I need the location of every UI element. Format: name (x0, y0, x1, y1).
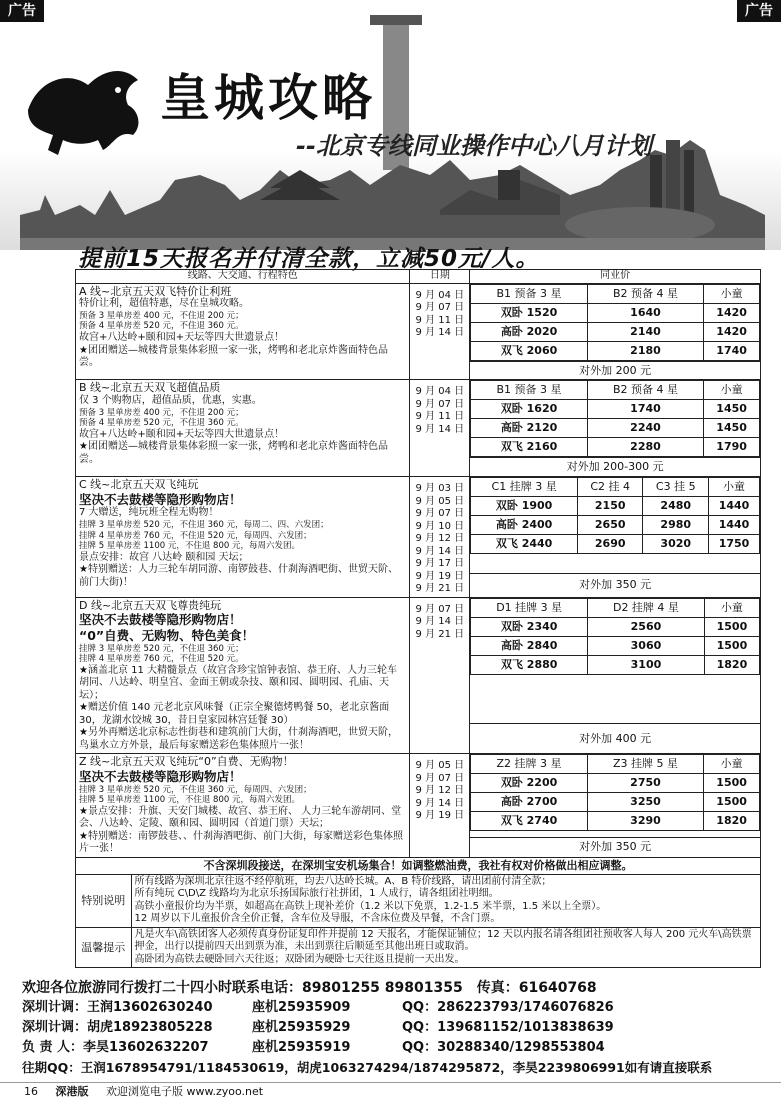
price-value: 1750 (709, 535, 760, 554)
special-note-row (76, 874, 761, 927)
surcharge-note: 对外加 350 元 (470, 574, 761, 597)
route-description (76, 754, 410, 858)
departure-date: 9 月 07 日 (415, 772, 465, 784)
departure-date: 9 月 14 日 (415, 423, 465, 435)
website-link[interactable]: 欢迎浏览电子版 www.zyoo.net (106, 1085, 264, 1098)
price-value: 双飞 2060 (471, 341, 587, 360)
qilin-logo-icon (18, 50, 158, 160)
price-value: 2280 (587, 438, 703, 457)
route-detail-line: 故宫+八达岭+颐和园+天坛等四大世遗景点！ (79, 332, 285, 343)
contact-field: 负 责 人：李昊13602632207 (22, 1040, 209, 1055)
route-detail-line: 挂牌 4 星单房差 760 元，不住退 520 元。 (79, 654, 244, 665)
price-column-label: 小童 (704, 755, 760, 774)
price-value: 双飞 2880 (471, 655, 588, 674)
departure-date: 9 月 07 日 (415, 302, 465, 313)
price-value: 1820 (704, 812, 760, 831)
price-row (471, 535, 760, 554)
price-row (471, 303, 760, 322)
price-value: 1420 (704, 322, 760, 341)
price-value: 1440 (709, 497, 760, 516)
route-highlight: 坚决不去鼓楼等隐形购物店！ (79, 612, 242, 628)
price-column-label: B1 预备 3 星 (471, 381, 587, 400)
contact-field: 座机25935909 (252, 1000, 351, 1015)
departure-date: 9 月 14 日 (415, 545, 465, 557)
price-value: 1450 (704, 400, 760, 419)
departure-date: 9 月 14 日 (415, 616, 465, 627)
price-value: 2980 (643, 516, 709, 535)
route-row (76, 754, 761, 838)
route-highlight: 坚决不去鼓楼等隐形购物店！ (79, 769, 242, 784)
price-value: 2240 (587, 419, 703, 438)
price-grid (470, 754, 760, 831)
price-column-label: 小童 (704, 284, 760, 303)
contact-row (22, 1018, 767, 1038)
price-value: 双卧 1900 (471, 497, 578, 516)
departure-date: 9 月 17 日 (415, 558, 465, 569)
reminder-note-line: 高卧团为高铁去硬卧回六天往返；双卧团为硬卧七天往返且提前一天出发。 (134, 953, 465, 965)
header-banner (0, 0, 781, 272)
price-value: 2140 (587, 322, 703, 341)
header-route: 线路、大交通、行程特色 (76, 270, 410, 284)
reminder-note-line: 凡是火车\高铁团客人必须传真身份证复印件并提前 12 天报名，才能保证铺位；12 天以内报名请各组团社预收客人每人 200 元火车\高铁票押金，出行以提前四天出到票为准，未出到票往后顺延至其他出班日或取消。 (134, 928, 752, 953)
price-value: 2150 (577, 497, 643, 516)
route-detail-line: 挂牌 3 星单房差 520 元，不住退 360 元，每周四、六发团； (79, 784, 312, 795)
ad-label-left: 广告 (0, 0, 44, 22)
route-detail-line: 预备 4 星单房差 520 元，不住退 360 元。 (79, 321, 244, 332)
departure-date: 9 月 05 日 (415, 760, 465, 772)
contact-block (22, 978, 767, 1078)
departure-date: 9 月 04 日 (415, 386, 465, 398)
price-grid-header (471, 284, 760, 303)
route-detail-line: ★特别赠送：南锣鼓巷、、什刹海酒吧街、前门大街，每家赠送彩色集体照片一张！ (79, 830, 403, 855)
route-detail-line: 预备 3 星单房差 400 元，不住退 200 元； (79, 407, 244, 418)
special-note-label: 特别说明 (76, 875, 131, 927)
page-footer (0, 1082, 781, 1100)
price-value: 1500 (704, 636, 759, 655)
departure-date: 9 月 21 日 (415, 628, 465, 640)
departure-date: 9 月 11 日 (415, 314, 465, 326)
route-dates (410, 477, 470, 598)
price-value: 高卧 2840 (471, 636, 588, 655)
departure-date: 9 月 21 日 (415, 583, 465, 594)
route-highlight: “0”自费、无购物、特色美食！ (79, 627, 255, 643)
route-dates (410, 283, 470, 380)
route-name: D 线~北京五天双飞尊贵纯玩 (79, 598, 222, 612)
departure-date: 9 月 10 日 (415, 520, 465, 532)
price-grid (470, 598, 760, 675)
surcharge-note: 对外加 200 元 (470, 361, 761, 380)
price-value: 高卧 2020 (471, 322, 587, 341)
route-detail-line: ★团团赠送—城楼背景集体彩照一家一张，烤鸭和老北京炸酱面特色品尝。 (79, 344, 388, 368)
price-column-label: 小童 (704, 381, 760, 400)
route-detail-line: 仅 3 个购物店，超值品质，优惠，实惠。 (79, 395, 262, 406)
route-detail-line: 挂牌 3 星单房差 520 元，不住退 360 元，每周二、四、六发团； (79, 519, 329, 530)
price-value: 1500 (704, 793, 760, 812)
price-row (471, 400, 760, 419)
route-description (76, 380, 410, 477)
contact-field: QQ：30288340/1298553804 (402, 1040, 605, 1055)
price-row (471, 774, 760, 793)
special-note-line: 高铁小童报价均为半票，如超高在高铁上现补差价（1.2 米以下免票，1.2-1.5 米半票，1.5 米以上全票）。 (134, 900, 607, 912)
price-row (471, 617, 760, 636)
price-value: 高卧 2400 (471, 516, 578, 535)
header-price: 同业价 (470, 270, 761, 284)
price-value: 双飞 2440 (471, 535, 578, 554)
price-column-label: Z2 挂牌 3 星 (471, 755, 587, 774)
promo-banner: 提前15天报名并付清全款，立减50元/人。 (78, 246, 540, 272)
route-detail-line: ★团团赠送—城楼背景集体彩照一家一张，烤鸭和老北京炸酱面特色品尝。 (79, 441, 388, 465)
price-value: 双卧 2340 (471, 617, 588, 636)
price-row (471, 419, 760, 438)
route-row (76, 283, 761, 361)
route-price-cell (470, 597, 761, 723)
departure-date: 9 月 19 日 (415, 570, 465, 582)
price-value: 高卧 2700 (471, 793, 587, 812)
route-detail-line: 景点安排：故宫 八达岭 颐和园 天坛； (79, 551, 249, 563)
price-value: 2650 (577, 516, 643, 535)
price-grid-header (471, 598, 760, 617)
route-detail-line: 挂牌 4 星单房差 760 元，不住退 520 元，每周四、六发团； (79, 530, 312, 541)
contact-field: QQ：286223793/1746076826 (402, 1000, 614, 1015)
price-value: 双飞 2740 (471, 812, 587, 831)
notice-text: 不含深圳段接送，在深圳宝安机场集合！如调整燃油费，我社有权对价格做出相应调整。 (76, 857, 761, 874)
departure-date: 9 月 12 日 (415, 533, 465, 544)
price-value: 1420 (704, 303, 760, 322)
price-row (471, 322, 760, 341)
route-name: A 线~北京五天双飞特价让利班 (79, 284, 232, 298)
price-grid (470, 380, 760, 457)
reminder-note-row (76, 927, 761, 968)
route-detail-line: 预备 3 星单房差 400 元，不住退 200 元； (79, 310, 244, 321)
route-detail-line: 7 大赠送，纯玩班全程无购物！ (79, 507, 219, 519)
edition-label: 深港版 (55, 1085, 89, 1098)
contact-field: 座机25935919 (252, 1040, 351, 1055)
fax-number: 传真：61640768 (476, 980, 597, 996)
departure-date: 9 月 03 日 (415, 483, 465, 494)
brand-title: 皇城攻略 (160, 69, 376, 127)
route-detail-line: 挂牌 5 星单房差 1100 元，不住退 800 元，每周六发团。 (79, 541, 300, 552)
route-detail-line: 特价让利，超值特惠，尽在皇城攻略。 (79, 298, 249, 310)
price-column-label: 小童 (704, 598, 759, 617)
price-column-label: C1 挂牌 3 星 (471, 478, 578, 497)
price-grid (470, 284, 760, 361)
price-value: 1440 (709, 516, 760, 535)
contact-field: QQ：139681152/1013838639 (402, 1020, 614, 1035)
price-value: 3020 (643, 535, 709, 554)
route-highlight: 坚决不去鼓楼等隐形购物店！ (79, 491, 242, 507)
price-row (471, 636, 760, 655)
table-header-row (76, 270, 761, 284)
price-column-label: D2 挂牌 4 星 (588, 598, 705, 617)
price-value: 高卧 2120 (471, 419, 587, 438)
price-grid-header (471, 381, 760, 400)
departure-date: 9 月 04 日 (415, 289, 465, 301)
route-row (76, 380, 761, 458)
price-value: 1640 (587, 303, 703, 322)
route-dates (410, 597, 470, 754)
route-name: Z 线~北京五天双飞纯玩“0”自费、无购物！ (79, 755, 294, 769)
contact-row (22, 1038, 767, 1058)
price-value: 2180 (587, 341, 703, 360)
route-row (76, 597, 761, 723)
price-column-label: Z3 挂牌 5 星 (587, 755, 703, 774)
route-price-table (75, 269, 761, 968)
route-name: B 线~北京五天双飞超值品质 (79, 381, 221, 395)
route-detail-line: 挂牌 3 星单房差 520 元，不住退 360 元； (79, 643, 244, 654)
special-note (76, 874, 761, 927)
contact-field: 深圳计调：胡虎18923805228 (22, 1020, 213, 1035)
price-column-label: 小童 (709, 478, 760, 497)
price-row (471, 516, 760, 535)
price-value: 双卧 1520 (471, 303, 587, 322)
special-note-line: 所有纯玩 C\D\Z 线路均为北京乐扬国际旅行社拼团，1 人成行，请各组团社明细。 (134, 888, 499, 900)
route-detail-line: 预备 4 星单房差 520 元，不住退 360 元。 (79, 418, 244, 429)
special-note-line: 12 周岁以下儿童报价含全价正餐，含车位及导服，不含床位费及早餐，不含门票。 (134, 913, 501, 925)
special-note-body (131, 875, 760, 927)
surcharge-note: 对外加 350 元 (470, 837, 761, 857)
price-value: 3100 (588, 655, 705, 674)
departure-date: 9 月 11 日 (415, 411, 465, 423)
price-value: 1740 (587, 400, 703, 419)
price-value: 双飞 2160 (471, 438, 587, 457)
notice-row (76, 857, 761, 874)
contact-row (22, 998, 767, 1018)
price-column-label: B1 预备 3 星 (471, 284, 587, 303)
contact-field: 深圳计调：王润13602630240 (22, 1000, 213, 1015)
price-value: 1820 (704, 655, 759, 674)
header-date: 日期 (410, 270, 470, 284)
route-price-cell (470, 283, 761, 361)
price-column-label: D1 挂牌 3 星 (471, 598, 588, 617)
price-value: 1740 (704, 341, 760, 360)
price-value: 1450 (704, 419, 760, 438)
price-value: 3290 (587, 812, 703, 831)
contact-field: 座机25935929 (252, 1020, 351, 1035)
price-value: 双卧 1620 (471, 400, 587, 419)
reminder-note-label: 温馨提示 (76, 928, 131, 968)
hotline: 欢迎各位旅游同行拨打二十四小时联系电话：89801255 89801355 (22, 980, 463, 996)
departure-date: 9 月 12 日 (415, 785, 465, 797)
departure-date: 9 月 07 日 (415, 398, 465, 410)
route-description (76, 597, 410, 754)
route-detail-line: ★赠送价值 140 元老北京风味餐（正宗全聚德烤鸭餐 50，老北京酱面 30，龙湖水饺城 30，昔日皇家园林宫廷餐 30） (79, 702, 390, 726)
price-row (471, 655, 760, 674)
route-price-cell (470, 380, 761, 458)
route-detail-line: ★景点安排：升旗、天安门城楼、故宫、恭王府、 人力三轮车游胡同、堂会、八达岭、定陵、颐和园、圆明园（首道门票）天坛； (79, 805, 402, 830)
route-detail-line: ★另外再赠送北京标志性街巷和建筑前门大街，什刹海酒吧，世贸天阶，鸟巢水立方外景，最后每家赠送彩色集体照片一张！ (79, 727, 398, 751)
price-value: 2690 (577, 535, 643, 554)
route-detail-line: 故宫+八达岭+颐和园+天坛等四大世遗景点！ (79, 428, 285, 440)
price-value: 1500 (704, 774, 760, 793)
price-row (471, 793, 760, 812)
route-row (76, 477, 761, 574)
price-column-label: C3 挂 5 (643, 478, 709, 497)
price-value: 1500 (704, 617, 759, 636)
price-row (471, 812, 760, 831)
price-grid-header (471, 755, 760, 774)
price-value: 3060 (588, 636, 705, 655)
route-description (76, 283, 410, 380)
route-detail-line: 挂牌 5 星单房差 1100 元，不住退 800 元，每周六发团。 (79, 795, 300, 806)
reminder-note-body (131, 928, 760, 968)
route-dates (410, 754, 470, 858)
surcharge-note: 对外加 200-300 元 (470, 458, 761, 477)
price-column-label: B2 预备 4 星 (587, 284, 703, 303)
route-price-cell (470, 754, 761, 838)
price-value: 2480 (643, 497, 709, 516)
price-row (471, 341, 760, 360)
price-grid-header (471, 478, 760, 497)
online-qq: 往期QQ：王润1678954791/1184530619，胡虎1063274294/1874295872，李昊2239806991如有请直接联系 (22, 1060, 713, 1075)
price-column-label: B2 预备 4 星 (587, 381, 703, 400)
departure-date: 9 月 07 日 (415, 508, 465, 519)
departure-date: 9 月 14 日 (415, 797, 465, 809)
route-description (76, 477, 410, 598)
price-row (471, 438, 760, 457)
departure-date: 9 月 14 日 (415, 327, 465, 338)
departure-date: 9 月 05 日 (415, 495, 465, 507)
price-value: 2750 (587, 774, 703, 793)
route-detail-line: ★涵盖北京 11 大精髓景点（故宫含珍宝馆钟表馆、恭王府、人力三轮车胡同、八达岭、明皇宫、金面王朝或杂技、颐和园、圆明园、孔庙、天坛）； (79, 664, 398, 701)
surcharge-note: 对外加 400 元 (470, 723, 761, 753)
departure-date: 9 月 07 日 (415, 603, 465, 615)
price-grid (470, 477, 760, 554)
reminder-note (76, 927, 761, 968)
route-price-cell (470, 477, 761, 574)
brand-subtitle: --北京专线同业操作中心八月计划 (296, 132, 652, 160)
price-value: 1790 (704, 438, 760, 457)
price-value: 3250 (587, 793, 703, 812)
route-name: C 线~北京五天双飞纯玩 (79, 478, 199, 491)
price-row (471, 497, 760, 516)
route-detail-line: ★特别赠送：人力三轮车胡同游、南锣鼓巷、什刹海酒吧街、世贸天阶、前门大街)！ (79, 564, 398, 588)
ad-label-right: 广告 (737, 0, 781, 22)
departure-date: 9 月 19 日 (415, 810, 465, 822)
special-note-line: 所有线路为深圳北京往返不经停航班，均去八达岭长城。A、B 特价线路，请出团前付清全款； (134, 875, 552, 887)
price-value: 双卧 2200 (471, 774, 587, 793)
price-value: 2560 (588, 617, 705, 636)
price-column-label: C2 挂 4 (577, 478, 643, 497)
page-number: 16 (24, 1085, 38, 1098)
route-dates (410, 380, 470, 477)
